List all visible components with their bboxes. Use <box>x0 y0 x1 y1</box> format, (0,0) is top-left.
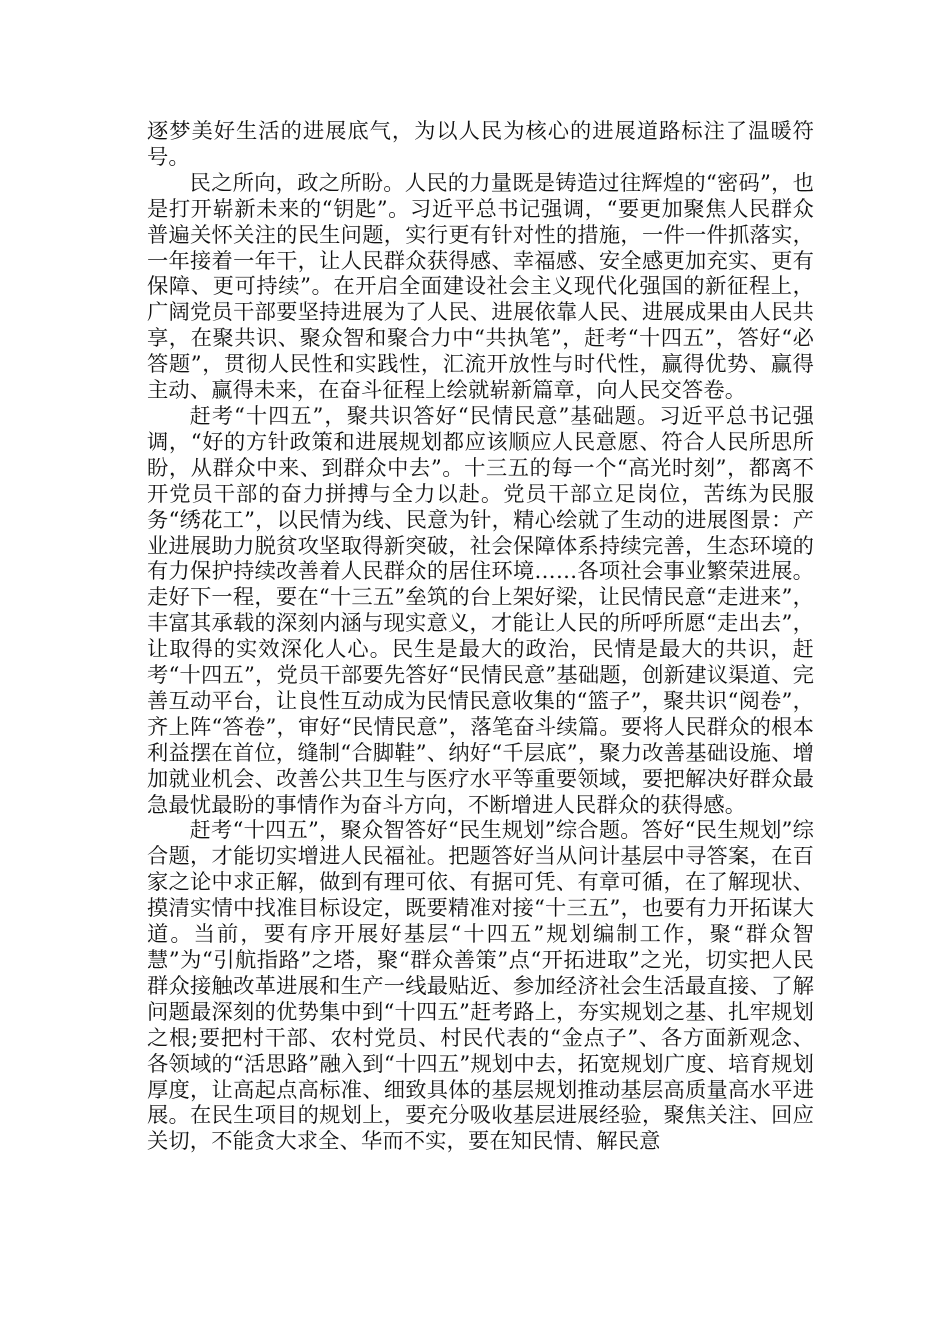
paragraph-people-power: 民之所向，政之所盼。人民的力量既是铸造过往辉煌的“密码”，也是打开崭新未来的“钥匙”。习近平总书记强调，“要更加聚焦人民群众普遍关怀关注的民生问题，实行更有针对性的措施，一件一件抓落实，一年接着一年干，让人民群众获得感、幸福感、安全感更加充实、更有保障、更可持续”。在开启全面建设社会主义现代化强国的新征程上，广阔党员干部要坚持进展为了人民、进展依靠人民、进展成果由人民共享，在聚共识、聚众智和聚合力中“共执笔”，赶考“十四五”，答好“必答题”，贯彻人民性和实践性，汇流开放性与时代性，赢得优势、赢得主动、赢得未来，在奋斗征程上绘就崭新篇章，向人民交答卷。 <box>147 170 814 404</box>
paragraph-continuation: 逐梦美好生活的进展底气，为以人民为核心的进展道路标注了温暖符号。 <box>147 119 814 170</box>
paragraph-public-opinion: 赶考“十四五”，聚共识答好“民情民意”基础题。习近平总书记强调，“好的方针政策和进展规划都应该顺应人民意愿、符合人民所思所盼，从群众中来、到群众中去”。十三五的每一个“高光时刻”，都离不开党员干部的奋力拼搏与全力以赴。党员干部立足岗位，苦练为民服务“绣花工”，以民情为线、民意为针，精心绘就了生动的进展图景：产业进展助力脱贫攻坚取得新突破，社会保障体系持续完善，生态环境的有力保护持续改善着人民群众的居住环境……各项社会事业繁荣进展。走好下一程，要在“十三五”垒筑的台上架好梁，让民情民意“走进来”，丰富其承载的深刻内涵与现实意义，才能让人民的所呼所愿“走出去”，让取得的实效深化人心。民生是最大的政治，民情是最大的共识，赶考“十四五”，党员干部要先答好“民情民意”基础题，创新建议渠道、完善互动平台，让良性互动成为民情民意收集的“篮子”，聚共识“阅卷”，齐上阵“答卷”，审好“民情民意”，落笔奋斗续篇。要将人民群众的根本利益摆在首位，缝制“合脚鞋”、纳好“千层底”，聚力改善基础设施、增加就业机会、改善公共卫生与医疗水平等重要领域，要把解决好群众最急最忧最盼的事情作为奋斗方向，不断增进人民群众的获得感。 <box>147 403 814 818</box>
paragraph-livelihood-planning: 赶考“十四五”，聚众智答好“民生规划”综合题。答好“民生规划”综合题，才能切实增进人民福祉。把题答好当从问计基层中寻答案，在百家之论中求正解，做到有理可依、有据可凭、有章可循，在了解现状、摸清实情中找准目标设定，既要精准对接“十三五”，也要有力开拓谋大道。当前，要有序开展好基层“十四五”规划编制工作，聚“群众智慧”为“引航指路”之塔，聚“群众善策”点“开拓进取”之光，切实把人民群众接触改革进展和生产一线最贴近、参加经济社会生活最直接、了解问题最深刻的优势集中到“十四五”赶考路上，夯实规划之基、扎牢规划之根;要把村干部、农村党员、村民代表的“金点子”、各方面新观念、各领域的“活思路”融入到“十四五”规划中去，拓宽规划广度、培育规划厚度，让高起点高标准、细致具体的基层规划推动基层高质量高水平进展。在民生项目的规划上，要充分吸收基层进展经验，聚焦关注、回应关切，不能贪大求全、华而不实，要在知民情、解民意 <box>147 818 814 1155</box>
body-text <box>147 119 814 1155</box>
